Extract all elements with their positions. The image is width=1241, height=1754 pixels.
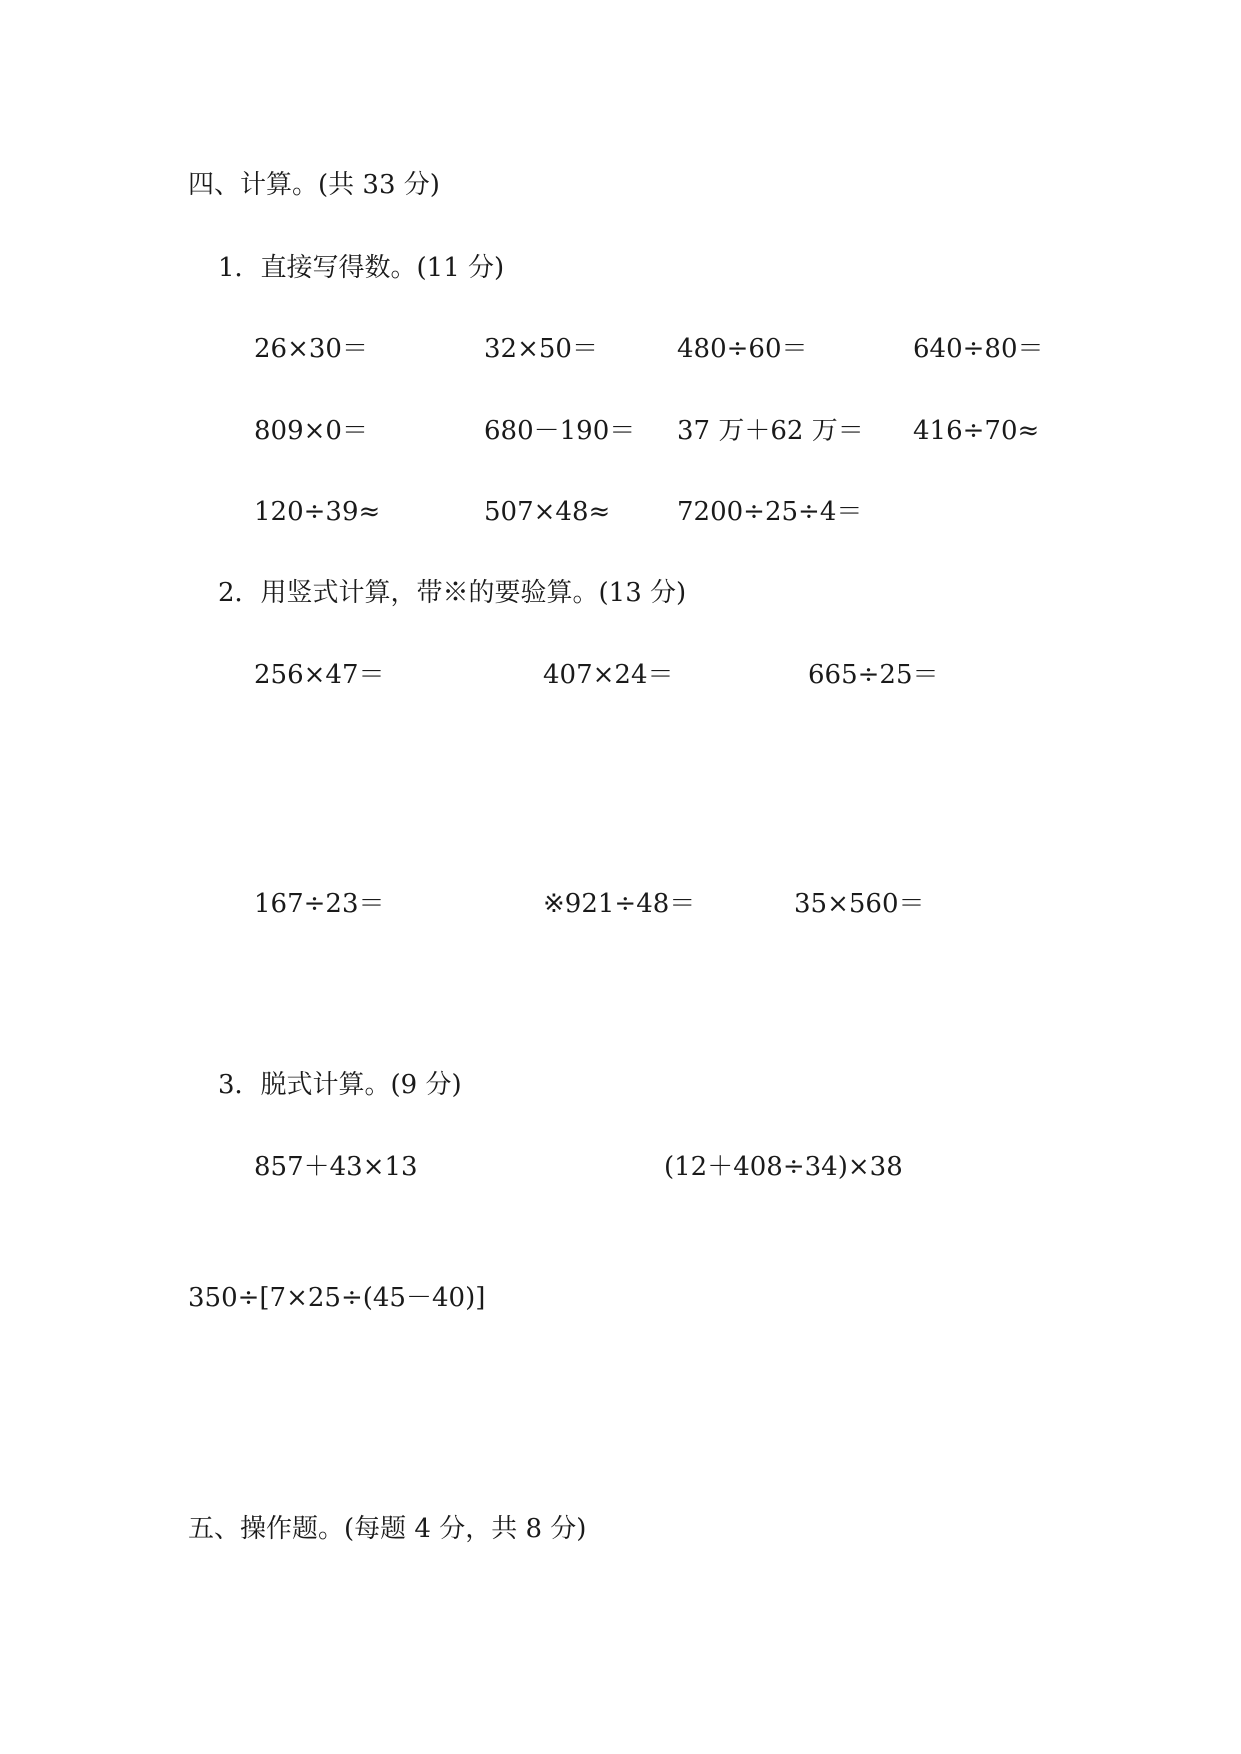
q1-item: 416÷70≈: [913, 416, 1040, 446]
section5-title: 五、操作题。(每题 4 分，共 8 分): [188, 1514, 587, 1544]
q1-item: 640÷80＝: [913, 334, 1044, 364]
q2-item: 35×560＝: [794, 889, 925, 919]
section4-title: 四、计算。(共 33 分): [188, 170, 440, 200]
q3-item: (12＋408÷34)×38: [664, 1152, 903, 1182]
q2-item: 167÷23＝: [254, 889, 385, 919]
q2-title: 2．用竖式计算，带※的要验算。(13 分): [218, 578, 687, 608]
q1-item: 120÷39≈: [254, 497, 381, 527]
q1-item: 32×50＝: [484, 334, 598, 364]
q1-item: 480÷60＝: [677, 334, 808, 364]
q1-item: 7200÷25÷4＝: [677, 497, 863, 527]
q3-item: 857＋43×13: [254, 1152, 418, 1182]
q1-title: 1．直接写得数。(11 分): [218, 253, 505, 283]
q2-item: 256×47＝: [254, 660, 385, 690]
q3-item: 350÷[7×25÷(45－40)]: [188, 1283, 486, 1313]
q1-item: 507×48≈: [484, 497, 611, 527]
q2-item: 407×24＝: [543, 660, 674, 690]
q3-title: 3．脱式计算。(9 分): [218, 1070, 462, 1100]
q1-item: 26×30＝: [254, 334, 368, 364]
q2-item: 665÷25＝: [808, 660, 939, 690]
q1-item: 680－190＝: [484, 416, 636, 446]
q2-item: ※921÷48＝: [543, 889, 696, 919]
q1-item: 37 万＋62 万＝: [677, 416, 864, 446]
q1-item: 809×0＝: [254, 416, 368, 446]
